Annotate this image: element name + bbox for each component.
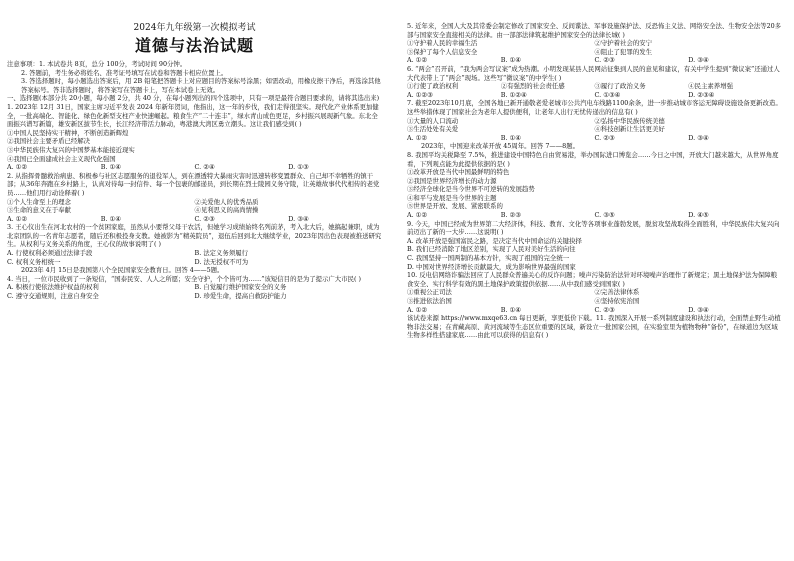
notes-line: 3. 答选择题时，每小题选出答案后，用 2B 铅笔把答题卡上对应题目的答案标号涂黑；如需改动，用橡皮擦干净后，再选涂其他答案标号。答非选择题时，将答案写在答题卡上，写在本试卷上无效。 (21, 77, 381, 94)
answer-option: D. ③④ (688, 305, 709, 314)
question-item: ②守护着社会的安宁 (594, 39, 653, 48)
question-item: ③推进依法治国 (407, 297, 452, 305)
question-item: ④阻止了犯罪的发生 (594, 47, 653, 56)
question-items (407, 82, 782, 91)
question-item: ③保护了每个人信息安全 (407, 47, 478, 56)
question-item: ②完善法律体系 (594, 288, 640, 297)
question-item: ①中国人民坚持实干精神，不断创造新辉煌 (7, 128, 129, 137)
answer-options (407, 211, 782, 220)
question-item: ①个人生命至上的理念 (7, 197, 71, 206)
notes-line: 注意事项：1. 本试卷共 8页，总分 100分，考试时间 90分钟。 (7, 60, 187, 68)
question-stem: 2. 从指挥骨髓救治病患、积极参与社区志愿服务的退役军人，到在漂透特大暴雨灾害时迅速转移变置群众、自己却不幸牺牲的镇干部；从36年奔跑在乡村路上，认真对待每一封信件、每一个包裹的邮递员，到长期在烈士陵园义务守陵，让英雄故事代代相传的老党员……他们用行动诠释着( ) (7, 171, 380, 197)
answer-option: A. ①② (407, 133, 428, 142)
question-stem: 1. 2023年 12月 31日，国家主席习近平发表 2024 年新年贺词，他指出，这一年的步伐，我们走得很坚实。现代化产业体系更加健全，一批高端化、智能化、绿色化新型支柱产业快速崛起。粮食生产“二十连丰”，绿水青山成色更足，乡村振兴展现新气象。东北全面振兴谱写新篇，雄安新区拔节生长，长江经济带活力脉动，粤港澳大湾区勇立潮头。这让我们感受到( ) (7, 102, 379, 129)
question-item: ④见利思义的高尚情操 (194, 206, 259, 215)
answer-option: B. ①④ (500, 305, 521, 314)
question-item: C. 权利义务相统一 (7, 257, 61, 266)
question-item: B. 法定义务须履行 (194, 249, 248, 258)
answer-option: D. ③④ (688, 56, 709, 65)
question-stem: 7. 截至2023年10月底，全国各地已新开通敬老爱老城市公共汽电车线路1100余条，进一步推动城市客运无障碍设施设备更新改造。这些举措体现了国家社会为老年人提供便利，让老年人出行无忧传递出的信息有( ) (407, 99, 782, 116)
question-11 (407, 314, 782, 340)
question-item: ③履行了政治义务 (594, 82, 646, 91)
question-item: D. 法无授权不可为 (194, 257, 249, 266)
exam-title: 2024年九年级第一次模拟考试 (133, 23, 256, 33)
answer-option: C. ①③④ (594, 90, 621, 99)
question-item: ③生命的意义在于奉献 (7, 206, 71, 215)
question-item: ④民主素养增强 (688, 82, 733, 91)
question-4 (7, 275, 382, 301)
answer-option: A. ①② (407, 56, 428, 65)
question-item: ②关爱他人的优秀品质 (194, 197, 259, 206)
question-item: D. 中国对世界经济增长贡献最大，成为影响世界最强的国家 (407, 262, 576, 271)
question-item: ③经济全球化是当今世界不可逆转的发展趋势 (407, 185, 535, 194)
answer-option: B. ①②④ (500, 90, 527, 99)
question-item: ②我国社会主要矛盾已经解决 (7, 137, 91, 146)
answer-option: C. ②③ (594, 133, 615, 142)
answer-option: A. ①② (7, 214, 28, 223)
question-3 (7, 223, 382, 275)
question-item: A. 行使权利必须通过法律手段 (7, 249, 93, 258)
question-item: ①重视公正司法 (407, 288, 452, 297)
question-item: ①守护着人民的幸福生活 (407, 39, 478, 48)
question-7 (407, 99, 782, 151)
answer-option: D. ②③④ (688, 90, 715, 99)
answer-option: D. ③④ (688, 133, 709, 142)
answer-options (7, 215, 382, 224)
question-items (7, 198, 382, 215)
question-stem: 4. 当日，一位市民收到了一条短信，“国泰民安、人人之所愿；安全守护，个个皆可为……”该短信目的是为了提示广大市民( ) (7, 274, 361, 283)
question-item: C. 我国坚持一国两制的基本方针，实现了祖国的完全统一 (407, 254, 570, 263)
question-stem: 5. 近年来，全国人大及其常委会制定修改了国家安全、反间谍法、军事设施保护法、反恐怖主义法、网络安全法、生物安全法等20多部与国家安全直接相关的法律。由一部部法律筑起维护国家安全的法律长城( ) (407, 22, 782, 39)
answer-option: D. ③④ (288, 214, 309, 223)
subject-title: 道德与法治试题 (134, 36, 254, 55)
question-item: ②弘扬中华民族传统美德 (594, 116, 665, 125)
question-9 (407, 220, 782, 272)
question-1 (7, 103, 382, 172)
question-6 (407, 65, 782, 99)
question-item: ⑤世界是开放、发展、紧密联系的 (407, 202, 503, 211)
question-item: B. 我们已经消除了地区差别，实现了人民对美好生活的向往 (407, 245, 576, 254)
question-8 (407, 151, 782, 220)
answer-option: C. ②③ (594, 56, 615, 65)
question-stem: 该试卷来源 https://www.mxqe63.cn 每日更新，享更低价下载。11. 我国深入开展一系列制度建设和执法行动，全面禁止野生动植物非法交易；在青藏高原、黄河流域等生态区位重要的区域，新设立一批国家公园，在实验室里为植物物种“备份”，在绿道边为区域生物多样性搭建家底……由此可以获得的信息有( ) (407, 314, 781, 340)
answer-option: B. ①④ (100, 214, 121, 223)
question-items (7, 249, 382, 266)
question-item: ①行使了政治权利 (407, 82, 459, 91)
question-item: ④和平与发展是当今世界的主题 (407, 193, 497, 202)
answer-option: C. ③⑤ (594, 211, 615, 220)
question-item: ③生活处处有关爱 (407, 125, 459, 134)
question-stem: 8. 我国平均关税降至 7.5%，推进建设中国特色自由贸易港，举办国际进口博览会……今日之中国，开放大门越来越大，从世界角度看，下列观点能为此提供依据的是( ) (407, 150, 779, 168)
answer-option: B. ②③ (500, 211, 521, 220)
question-item: ④我国已全面建成社会主义现代化强国 (7, 154, 116, 163)
answer-option: A. ①②③ (407, 90, 433, 99)
answer-option: C. ②③ (594, 305, 615, 314)
question-item: C. 遵守交通规则，注意自身安全 (7, 292, 99, 301)
question-stem: 9. 今天，中国已经成为世界第二大经济体，科技、教育、文化等各项事业蓬勃发展，脱贫攻坚战取得全面胜利，中华民族伟大复兴向前迈出了新的一大步……这说明( ) (407, 219, 780, 237)
answer-option: A. ①② (407, 211, 428, 220)
question-item: B. 自觉履行维护国家安全的义务 (194, 283, 287, 292)
question-item: ①改革开放是当代中国最鲜明的特色 (407, 168, 510, 177)
left-column (7, 22, 382, 301)
question-item: A. 改革开放是强国富民之路，是决定当代中国命运的关键抉择 (407, 236, 582, 245)
question-items (7, 283, 382, 300)
question-5 (407, 22, 782, 65)
answer-options (7, 163, 382, 172)
question-stem: 6. “两会”召开前，“我为两会写议案”成为热潮。小明发现某县人民网站征集到人民的意见和建议，有关中学生提到“微议案”还通过人大代表带上了“两会”现场。这些写“微议案”的中学生( ) (407, 64, 780, 82)
question-item: ③中华民族伟大复兴的中国梦基本能接近现实 (7, 145, 135, 154)
question-note: 2023年，中国迎来改革开放 45周年。回答 7——8题。 (421, 142, 580, 151)
question-item: D. 珍爱生命，提高自救防护能力 (194, 292, 287, 301)
answer-option: C. ②④ (194, 163, 215, 172)
answer-options (407, 56, 782, 65)
answer-option: A. ①② (407, 305, 428, 314)
question-items (407, 39, 782, 56)
notes-line: 2. 答题前，考生务必将姓名、准考证号填写在试卷和答题卡相应位置上。 (21, 68, 228, 77)
answer-option: A. ①② (7, 163, 28, 172)
answer-option: D. ④⑤ (688, 211, 709, 220)
question-item: ①大量的人口流动 (407, 116, 459, 125)
question-item: ②有强烈的社会责任感 (500, 82, 565, 91)
answer-option: B. ①④ (500, 133, 521, 142)
answer-option: B. ①④ (500, 56, 521, 65)
question-item: ④坚持依宪治国 (594, 297, 640, 305)
question-item: A. 积极行使依法维护权益的权利 (7, 283, 99, 292)
question-stem: 3. 王心仪出生在河北农村的一个贫困家庭，虽然从小要帮父母干农活，但她学习成绩始终名列前茅，考入北大后，她搞起兼职，成为北京团队的一名青年志愿者，随后还积极投身支教。她被影为“精英院员”，退伍后回到北大继续学业，2023年因出色表现被推送研究生。从权利与义务关系的角度，王心仪的故事说明了( ) (7, 223, 382, 249)
question-note: 2023年 4月 15日是我国第八个全民国家安全教育日。回答 4——5题。 (21, 266, 224, 275)
question-10 (407, 271, 782, 314)
question-2 (7, 172, 382, 224)
answer-option: B. ①④ (100, 163, 121, 172)
answer-option: C. ②③ (194, 214, 215, 223)
question-items (407, 288, 782, 305)
answer-options (407, 306, 782, 315)
question-items (407, 117, 782, 134)
question-item: ②我国是世界经济增长的动力源 (407, 176, 497, 185)
question-item: ④科技创新让生活更美好 (594, 125, 665, 134)
question-stem: 10. 反电信网络诈骗法回应了人民群众普遍关心的反诈问题；噪声污染防治法针对环境噪声治理作了新规定；黑土地保护法为保障粮食安全、实行科学有效的黑土地保护政策提供依据……从中我们感受到国家( ) (407, 271, 778, 288)
answer-option: D. ①③ (288, 163, 309, 172)
right-column (407, 22, 782, 340)
section-heading: 一、选择题(本部分共 20小题，每小题 2分，共 40 分，在每小题列出的四个选项中，只有一项是最符合题目要求的，请将其选出来) (7, 94, 380, 103)
